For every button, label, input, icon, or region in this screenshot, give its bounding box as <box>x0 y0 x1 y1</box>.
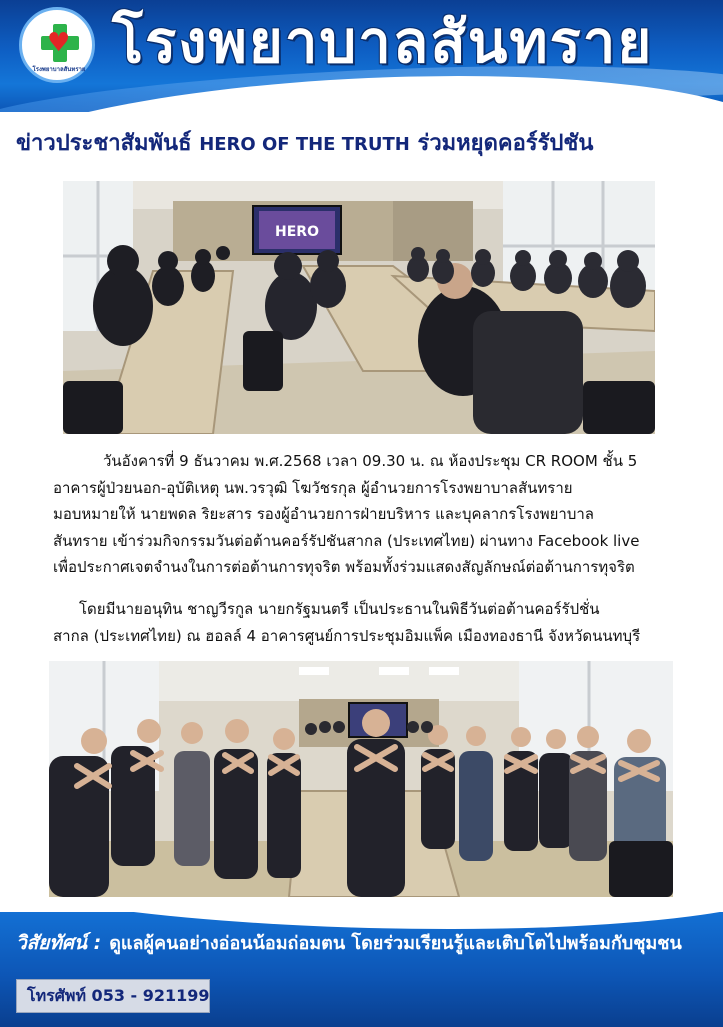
hospital-logo <box>19 7 95 83</box>
news-title <box>16 128 716 161</box>
paragraph-line: มอบหมายให้ นายพดล ริยะสาร รองผู้อำนวยการฝ่ายบริหาร และบุคลากรโรงพยาบาล <box>53 505 594 523</box>
news-title-th: ข่าวประชาสัมพันธ์ <box>16 131 200 156</box>
meeting-room-illustration <box>63 181 655 434</box>
paragraph-line: อาคารผู้ป่วยนอก-อุบัติเหตุ นพ.วรวุฒิ โฆวัชรกุล ผู้อำนวยการโรงพยาบาลสันทราย <box>53 478 573 497</box>
group-photo <box>49 661 673 897</box>
vision-text: ดูแลผู้คนอย่างอ่อนน้อมถ่อมตน โดยร่วมเรียนรู้และเติบโตไปพร้อมกับชุมชน <box>109 933 682 954</box>
paragraph-line: สากล (ประเทศไทย) ณ ฮอลล์ 4 อาคารศูนย์การประชุมอิมแพ็ค เมืองทองธานี จังหวัดนนทบุรี <box>53 626 641 645</box>
news-title-th-2: ร่วมหยุดคอร์รัปชัน <box>409 131 594 156</box>
vision-statement <box>16 929 682 958</box>
hospital-name: โรงพยาบาลสันทราย <box>112 8 654 76</box>
paragraph-line: เพื่อประกาศเจตจำนงในการต่อต้านการทุจริต พร้อมทั้งร่วมแสดงสัญลักษณ์ต่อต้านการทุจริต <box>53 558 635 576</box>
screen-text: HERO <box>275 224 319 240</box>
meeting-room-photo <box>63 181 655 434</box>
phone-number: โทรศัพท์ 053 - 921199 <box>16 979 210 1013</box>
article-paragraph-1 <box>53 448 669 581</box>
vision-label: วิสัยทัศน์ : <box>16 932 102 954</box>
page-header <box>0 0 723 112</box>
paragraph-line: สันทราย เข้าร่วมกิจกรรมวันต่อต้านคอร์รัปชันสากล (ประเทศไทย) ผ่านทาง Facebook live <box>53 531 640 550</box>
paragraph-line: โดยมีนายอนุทิน ชาญวีรกูล นายกรัฐมนตรี เป็นประธานในพิธีวันต่อต้านคอร์รัปชั่น <box>79 600 600 618</box>
news-title-en: HERO OF THE TRUTH <box>199 134 410 155</box>
group-photo-illustration <box>49 661 673 897</box>
paragraph-line: วันอังคารที่ 9 ธันวาคม พ.ศ.2568 เวลา 09.30 น. ณ ห้องประชุม CR ROOM ชั้น 5 <box>103 452 638 470</box>
page-footer <box>0 912 723 1027</box>
logo-text: โรงพยาบาลสันทราย <box>32 66 86 73</box>
article-paragraph-2 <box>53 596 669 649</box>
heart-icon: ♥ <box>47 28 71 58</box>
